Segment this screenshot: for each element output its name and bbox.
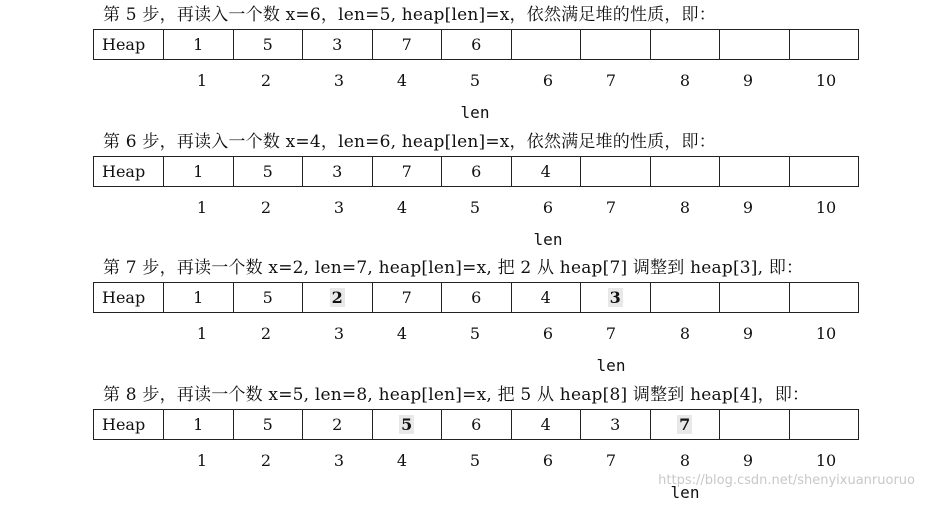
array-index-label: 8 [679, 71, 691, 90]
heap-slot-cell [372, 157, 442, 186]
heap-slot-value: 5 [262, 415, 273, 434]
array-index-label: 6 [542, 451, 554, 470]
index-row [0, 198, 927, 218]
heap-slot-value: 3 [332, 35, 343, 54]
heap-slot-cell [302, 157, 372, 186]
heap-slot-cell [789, 410, 859, 439]
array-index-label: 10 [815, 71, 837, 90]
array-index-label: 2 [260, 451, 272, 470]
heap-slot-value: 3 [610, 415, 621, 434]
array-index-label: 7 [605, 198, 617, 217]
len-pointer-label: len [670, 483, 700, 502]
heap-slot-cell [302, 410, 372, 439]
array-index-label: 1 [196, 324, 208, 343]
heap-slot-value: 5 [262, 35, 273, 54]
heap-slot-value: 7 [401, 288, 412, 307]
array-index-label: 9 [742, 451, 754, 470]
heap-slot-cell [580, 410, 650, 439]
heap-slot-cell [719, 410, 789, 439]
heap-slot-cell [719, 30, 789, 59]
heap-slot-cell [789, 30, 859, 59]
heap-slot-cell [302, 30, 372, 59]
heap-slot-cell [233, 283, 303, 312]
heap-slot-value: 3 [609, 288, 621, 307]
heap-slot-value: 2 [331, 288, 343, 307]
array-index-label: 5 [469, 324, 481, 343]
step-caption: 第 7 步，再读一个数 x=2, len=7, heap[len]=x, 把 2 从 heap[7] 调整到 heap[3], 即： [103, 258, 804, 278]
heap-slot-cell [789, 283, 859, 312]
heap-slot-value: 5 [262, 162, 273, 181]
heap-array-table [93, 409, 859, 440]
heap-label-cell: Heap [102, 162, 146, 181]
array-index-label: 10 [815, 324, 837, 343]
heap-slot-cell [233, 157, 303, 186]
heap-slot-value: 6 [471, 288, 482, 307]
heap-slot-value: 6 [471, 415, 482, 434]
heap-slot-cell [163, 30, 233, 59]
array-index-label: 4 [396, 324, 408, 343]
array-index-label: 8 [679, 324, 691, 343]
array-index-label: 2 [260, 198, 272, 217]
heap-slot-cell [511, 410, 581, 439]
array-index-label: 4 [396, 451, 408, 470]
heap-slot-cell [650, 30, 720, 59]
heap-slot-cell [650, 283, 720, 312]
heap-label-cell: Heap [102, 35, 146, 54]
array-index-label: 5 [469, 198, 481, 217]
heap-array-table [93, 156, 859, 187]
heap-slot-cell [163, 157, 233, 186]
array-index-label: 4 [396, 198, 408, 217]
heap-slot-cell [163, 410, 233, 439]
array-index-label: 7 [605, 71, 617, 90]
heap-slot-cell [441, 410, 511, 439]
step-caption: 第 6 步，再读入一个数 x=4，len=6, heap[len]=x，依然满足堆的性质，即： [103, 132, 716, 152]
array-index-label: 3 [333, 451, 345, 470]
array-index-label: 6 [542, 71, 554, 90]
heap-slot-cell [511, 157, 581, 186]
heap-slot-value: 7 [679, 415, 691, 434]
heap-slot-cell [719, 157, 789, 186]
array-index-label: 4 [396, 71, 408, 90]
heap-label-cell: Heap [102, 415, 146, 434]
heap-slot-cell [163, 283, 233, 312]
heap-array-table [93, 29, 859, 60]
step-caption: 第 8 步，再读一个数 x=5, len=8, heap[len]=x, 把 5 从 heap[8] 调整到 heap[4]，即： [103, 385, 810, 405]
index-row [0, 451, 927, 471]
index-row [0, 324, 927, 344]
heap-slot-cell [580, 157, 650, 186]
step-caption: 第 5 步，再读入一个数 x=6，len=5, heap[len]=x，依然满足堆的性质，即： [103, 5, 716, 25]
array-index-label: 9 [742, 324, 754, 343]
heap-slot-cell [511, 283, 581, 312]
len-pointer-label: len [460, 103, 490, 122]
heap-slot-cell [650, 157, 720, 186]
heap-slot-value: 6 [471, 162, 482, 181]
heap-slot-value: 1 [193, 35, 204, 54]
len-pointer-label: len [533, 230, 563, 249]
heap-slot-cell [650, 410, 720, 439]
heap-slot-value: 3 [332, 162, 343, 181]
heap-slot-cell [372, 283, 442, 312]
array-index-label: 7 [605, 451, 617, 470]
array-index-label: 5 [469, 71, 481, 90]
array-index-label: 10 [815, 198, 837, 217]
heap-slot-cell [302, 283, 372, 312]
array-index-label: 1 [196, 71, 208, 90]
heap-slot-value: 4 [540, 415, 551, 434]
array-index-label: 8 [679, 198, 691, 217]
heap-slot-cell [233, 410, 303, 439]
array-index-label: 3 [333, 324, 345, 343]
array-index-label: 1 [196, 451, 208, 470]
array-index-label: 2 [260, 71, 272, 90]
heap-slot-value: 2 [332, 415, 343, 434]
heap-slot-cell [441, 30, 511, 59]
heap-slot-cell [233, 30, 303, 59]
array-index-label: 7 [605, 324, 617, 343]
array-index-label: 3 [333, 198, 345, 217]
heap-slot-value: 1 [193, 162, 204, 181]
heap-slot-cell [372, 30, 442, 59]
heap-slot-cell [441, 157, 511, 186]
array-index-label: 5 [469, 451, 481, 470]
array-index-label: 6 [542, 198, 554, 217]
heap-slot-cell [580, 30, 650, 59]
heap-slot-cell [511, 30, 581, 59]
heap-slot-cell [372, 410, 442, 439]
len-pointer-label: len [596, 356, 626, 375]
heap-slot-cell [789, 157, 859, 186]
array-index-label: 10 [815, 451, 837, 470]
heap-array-table [93, 282, 859, 313]
array-index-label: 8 [679, 451, 691, 470]
heap-slot-value: 4 [540, 162, 551, 181]
heap-slot-value: 7 [401, 162, 412, 181]
watermark: https://blog.csdn.net/shenyixuanruoruo [658, 473, 915, 488]
heap-slot-value: 5 [401, 415, 413, 434]
array-index-label: 6 [542, 324, 554, 343]
heap-slot-value: 1 [193, 415, 204, 434]
heap-slot-cell [441, 283, 511, 312]
heap-label-cell: Heap [102, 288, 146, 307]
array-index-label: 9 [742, 71, 754, 90]
heap-slot-value: 7 [401, 35, 412, 54]
array-index-label: 1 [196, 198, 208, 217]
heap-slot-cell [580, 283, 650, 312]
array-index-label: 3 [333, 71, 345, 90]
array-index-label: 2 [260, 324, 272, 343]
heap-slot-cell [719, 283, 789, 312]
heap-slot-value: 4 [540, 288, 551, 307]
index-row [0, 71, 927, 91]
array-index-label: 9 [742, 198, 754, 217]
heap-slot-value: 1 [193, 288, 204, 307]
heap-slot-value: 6 [471, 35, 482, 54]
heap-slot-value: 5 [262, 288, 273, 307]
